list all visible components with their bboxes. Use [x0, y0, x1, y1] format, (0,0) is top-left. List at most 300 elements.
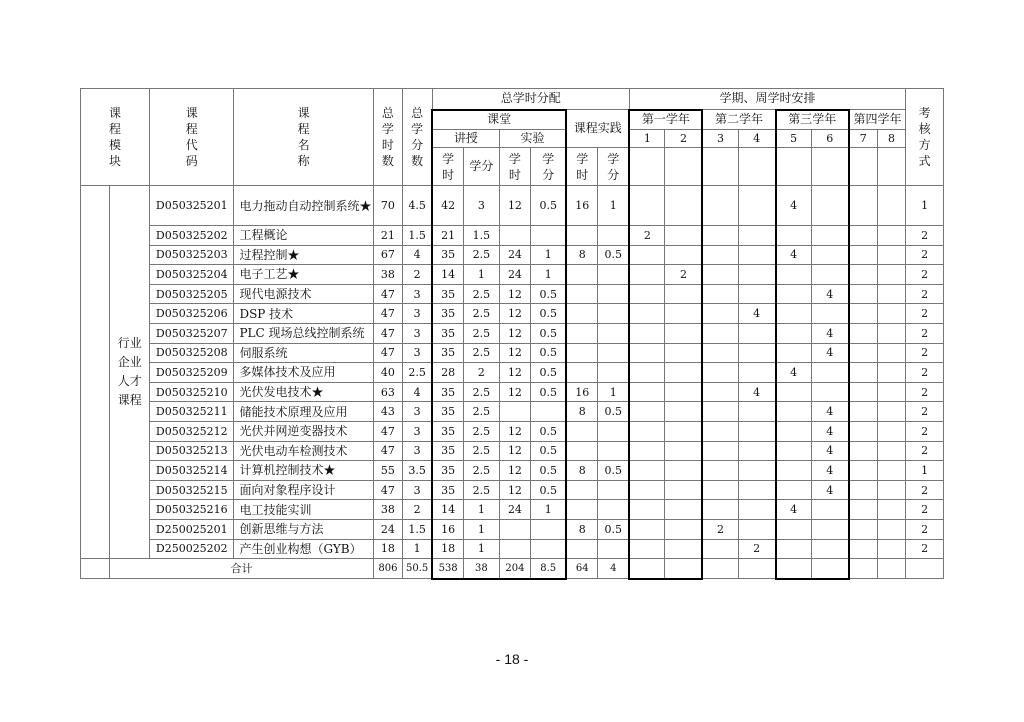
semester-8-hours — [877, 323, 905, 343]
total-hours: 24 — [373, 519, 402, 539]
lab-credits: 0.5 — [531, 284, 567, 304]
practice-credits: 0.5 — [598, 402, 630, 422]
lecture-hours: 35 — [432, 323, 464, 343]
semester-8-hours — [877, 461, 905, 481]
practice-hours — [566, 539, 598, 559]
semester-6-hours — [811, 245, 849, 265]
semester-8-hours — [877, 363, 905, 383]
lab-credits: 0.5 — [531, 421, 567, 441]
header-practice-hours: 学 时 — [566, 148, 598, 186]
semester-7-hours — [849, 402, 877, 422]
lecture-hours: 42 — [432, 186, 464, 226]
semester-3-hours — [702, 461, 738, 481]
total-hours: 47 — [373, 441, 402, 461]
header-lab-credits: 学 分 — [531, 148, 567, 186]
semester-6-hours: 4 — [811, 402, 849, 422]
lecture-credits: 1 — [464, 519, 500, 539]
total-hours: 55 — [373, 461, 402, 481]
exam-method: 2 — [906, 363, 944, 383]
semester-1-hours — [629, 245, 665, 265]
semester-7-hours — [849, 265, 877, 285]
semester-1-hours — [629, 363, 665, 383]
header-semester-1: 1 — [629, 130, 665, 148]
total-semester-3 — [702, 559, 738, 579]
semester-8-hours — [877, 519, 905, 539]
semester-2-hours: 2 — [665, 265, 703, 285]
practice-credits: 1 — [598, 382, 630, 402]
lecture-hours: 35 — [432, 461, 464, 481]
semester-5-hours — [776, 284, 812, 304]
semester-2-hours — [665, 480, 703, 500]
semester-5-hours — [776, 265, 812, 285]
semester-6-hours: 4 — [811, 421, 849, 441]
course-code: D050325203 — [150, 245, 234, 265]
semester-4-hours — [738, 363, 776, 383]
exam-method: 2 — [906, 519, 944, 539]
semester-6-hours: 4 — [811, 480, 849, 500]
semester-4-hours — [738, 226, 776, 246]
total-hours: 63 — [373, 382, 402, 402]
total-credits: 1.5 — [403, 226, 432, 246]
semester-1-hours — [629, 519, 665, 539]
semester-7-hours — [849, 539, 877, 559]
course-code: D050325201 — [150, 186, 234, 226]
course-name: 光伏电动车检测技术 — [234, 441, 373, 461]
header-lecture: 讲授 — [432, 130, 499, 148]
lecture-hours: 35 — [432, 284, 464, 304]
total-semester-1 — [629, 559, 665, 579]
lecture-credits: 2.5 — [464, 421, 500, 441]
semester-7-hours — [849, 421, 877, 441]
semester-3-hours — [702, 343, 738, 363]
practice-hours: 8 — [566, 402, 598, 422]
semester-3-hours — [702, 382, 738, 402]
course-name: 现代电源技术 — [234, 284, 373, 304]
lecture-hours: 35 — [432, 245, 464, 265]
total-credits: 3 — [403, 480, 432, 500]
semester-8-hours — [877, 539, 905, 559]
practice-hours: 8 — [566, 245, 598, 265]
exam-method: 2 — [906, 245, 944, 265]
lab-hours: 12 — [499, 323, 531, 343]
total-credits: 4 — [403, 382, 432, 402]
semester-1-hours — [629, 441, 665, 461]
semester-4-hours — [738, 441, 776, 461]
exam-method: 2 — [906, 323, 944, 343]
semester-6-hours — [811, 363, 849, 383]
exam-method: 2 — [906, 226, 944, 246]
total-credits: 2 — [403, 500, 432, 520]
practice-credits — [598, 284, 630, 304]
semester-4-hours — [738, 245, 776, 265]
semester-3-hours — [702, 284, 738, 304]
semester-4-hours — [738, 265, 776, 285]
lab-credits — [531, 402, 567, 422]
lab-hours: 12 — [499, 421, 531, 441]
semester-2-hours — [665, 441, 703, 461]
semester-7-hours — [849, 500, 877, 520]
semester-5-hours — [776, 323, 812, 343]
exam-method: 2 — [906, 539, 944, 559]
exam-method: 2 — [906, 500, 944, 520]
table-row — [81, 382, 944, 402]
semester-3-hours — [702, 265, 738, 285]
header-code: 课 程 代 码 — [150, 89, 234, 186]
practice-credits — [598, 323, 630, 343]
lab-credits — [531, 226, 567, 246]
course-name: 电力拖动自动控制系统★ — [234, 186, 373, 226]
semester-2-hours — [665, 245, 703, 265]
table-row — [81, 539, 944, 559]
header-semester-8: 8 — [877, 130, 905, 148]
lab-hours: 12 — [499, 480, 531, 500]
lab-credits: 1 — [531, 265, 567, 285]
semester-3-hours — [702, 323, 738, 343]
header-semester-plan: 学期、周学时安排 — [629, 89, 905, 110]
practice-credits — [598, 441, 630, 461]
practice-credits — [598, 363, 630, 383]
lab-credits: 0.5 — [531, 363, 567, 383]
lab-hours: 24 — [499, 500, 531, 520]
lecture-hours: 14 — [432, 265, 464, 285]
practice-credits: 0.5 — [598, 245, 630, 265]
lab-hours — [499, 539, 531, 559]
course-table — [80, 88, 944, 580]
semester-1-hours — [629, 402, 665, 422]
semester-6-hours — [811, 382, 849, 402]
exam-method: 2 — [906, 382, 944, 402]
semester-5-hours: 4 — [776, 500, 812, 520]
total-semester-5 — [776, 559, 812, 579]
course-name: 光伏并网逆变器技术 — [234, 421, 373, 441]
total-hours: 47 — [373, 343, 402, 363]
semester-3-hours — [702, 226, 738, 246]
course-name: 计算机控制技术★ — [234, 461, 373, 481]
semester-4-hours — [738, 461, 776, 481]
semester-8-hours — [877, 226, 905, 246]
practice-hours — [566, 323, 598, 343]
lecture-credits: 2.5 — [464, 284, 500, 304]
total-lab-hours: 204 — [499, 559, 531, 579]
header-total-hours: 总 学 时 数 — [373, 89, 402, 186]
practice-credits — [598, 539, 630, 559]
practice-hours — [566, 363, 598, 383]
semester-8-hours — [877, 441, 905, 461]
semester-4-hours — [738, 421, 776, 441]
total-hours: 18 — [373, 539, 402, 559]
lecture-credits: 2.5 — [464, 461, 500, 481]
semester-3-hours — [702, 363, 738, 383]
course-code: D050325209 — [150, 363, 234, 383]
total-hours: 47 — [373, 323, 402, 343]
practice-credits — [598, 304, 630, 324]
semester-2-hours — [665, 284, 703, 304]
semester-2-hours — [665, 363, 703, 383]
course-name: PLC 现场总线控制系统 — [234, 323, 373, 343]
course-name: 创新思维与方法 — [234, 519, 373, 539]
semester-7-hours — [849, 323, 877, 343]
semester-2-hours — [665, 226, 703, 246]
table-row — [81, 245, 944, 265]
total-hours: 38 — [373, 500, 402, 520]
semester-8-hours — [877, 265, 905, 285]
lecture-credits: 2 — [464, 363, 500, 383]
course-code: D050325213 — [150, 441, 234, 461]
total-credits: 2.5 — [403, 363, 432, 383]
semester-6-hours — [811, 500, 849, 520]
semester-4-hours — [738, 500, 776, 520]
semester-7-hours — [849, 363, 877, 383]
semester-8-hours — [877, 186, 905, 226]
table-row — [81, 304, 944, 324]
total-hours: 43 — [373, 402, 402, 422]
header-lab: 实验 — [499, 130, 566, 148]
total-credits: 3 — [403, 284, 432, 304]
lab-credits — [531, 539, 567, 559]
practice-hours — [566, 343, 598, 363]
practice-hours — [566, 265, 598, 285]
course-code: D050325216 — [150, 500, 234, 520]
semester-8-hours — [877, 304, 905, 324]
practice-credits — [598, 265, 630, 285]
practice-hours: 16 — [566, 186, 598, 226]
practice-credits — [598, 421, 630, 441]
table-row — [81, 284, 944, 304]
header-total-credits: 总 学 分 数 — [403, 89, 432, 186]
lecture-credits: 2.5 — [464, 480, 500, 500]
page-number: - 18 - — [495, 651, 529, 667]
header-year-1: 第一学年 — [629, 110, 702, 130]
semester-4-hours — [738, 323, 776, 343]
lab-hours: 12 — [499, 363, 531, 383]
course-name: 储能技术原理及应用 — [234, 402, 373, 422]
total-credits: 3 — [403, 343, 432, 363]
semester-4-hours — [738, 343, 776, 363]
semester-3-hours — [702, 441, 738, 461]
total-lab-credits: 8.5 — [531, 559, 567, 579]
semester-2-hours — [665, 304, 703, 324]
header-lecture-credits: 学分 — [464, 148, 500, 186]
lab-credits: 0.5 — [531, 382, 567, 402]
semester-4-hours — [738, 402, 776, 422]
semester-2-hours — [665, 461, 703, 481]
semester-2-hours — [665, 539, 703, 559]
practice-credits: 1 — [598, 186, 630, 226]
lab-hours: 12 — [499, 284, 531, 304]
lab-hours: 24 — [499, 245, 531, 265]
semester-5-hours: 4 — [776, 245, 812, 265]
table-row — [81, 441, 944, 461]
header-name: 课 程 名 称 — [234, 89, 373, 186]
semester-3-hours — [702, 186, 738, 226]
total-row — [81, 559, 944, 579]
semester-6-hours: 4 — [811, 284, 849, 304]
table-row — [81, 265, 944, 285]
semester-5-hours — [776, 480, 812, 500]
semester-2-hours — [665, 519, 703, 539]
lecture-hours: 21 — [432, 226, 464, 246]
total-credits: 3.5 — [403, 461, 432, 481]
exam-method: 2 — [906, 284, 944, 304]
course-name: 电工技能实训 — [234, 500, 373, 520]
header-semester-4: 4 — [738, 130, 776, 148]
semester-5-hours — [776, 441, 812, 461]
table-row — [81, 480, 944, 500]
semester-2-hours — [665, 343, 703, 363]
table-row — [81, 402, 944, 422]
header-practice: 课程实践 — [566, 110, 629, 148]
lab-credits: 0.5 — [531, 186, 567, 226]
lecture-hours: 35 — [432, 343, 464, 363]
header-module: 课 程 模 块 — [81, 89, 150, 186]
total-hours: 40 — [373, 363, 402, 383]
header-semester-6: 6 — [811, 130, 849, 148]
semester-6-hours — [811, 519, 849, 539]
total-credits: 1 — [403, 539, 432, 559]
practice-credits: 0.5 — [598, 519, 630, 539]
semester-7-hours — [849, 343, 877, 363]
practice-hours — [566, 480, 598, 500]
total-hours: 47 — [373, 480, 402, 500]
lecture-credits: 1 — [464, 265, 500, 285]
total-lecture-hours: 538 — [432, 559, 464, 579]
lecture-credits: 2.5 — [464, 323, 500, 343]
lecture-hours: 18 — [432, 539, 464, 559]
total-exam — [906, 559, 944, 579]
lecture-hours: 16 — [432, 519, 464, 539]
semester-5-hours: 4 — [776, 363, 812, 383]
lab-hours: 12 — [499, 461, 531, 481]
semester-8-hours — [877, 382, 905, 402]
course-code: D050325205 — [150, 284, 234, 304]
lab-hours: 12 — [499, 304, 531, 324]
semester-7-hours — [849, 226, 877, 246]
semester-1-hours — [629, 265, 665, 285]
header-hours-distribution: 总学时分配 — [432, 89, 629, 110]
semester-2-hours — [665, 382, 703, 402]
semester-4-hours: 4 — [738, 382, 776, 402]
lab-credits: 1 — [531, 500, 567, 520]
semester-5-hours — [776, 539, 812, 559]
course-code: D050325207 — [150, 323, 234, 343]
semester-8-hours — [877, 245, 905, 265]
semester-1-hours — [629, 304, 665, 324]
total-hours: 47 — [373, 284, 402, 304]
total-semester-4 — [738, 559, 776, 579]
lab-hours: 12 — [499, 441, 531, 461]
semester-4-hours — [738, 519, 776, 539]
course-code: D250025202 — [150, 539, 234, 559]
semester-5-hours — [776, 461, 812, 481]
semester-1-hours — [629, 284, 665, 304]
course-name: DSP 技术 — [234, 304, 373, 324]
semester-1-hours — [629, 500, 665, 520]
total-hours: 67 — [373, 245, 402, 265]
semester-3-hours — [702, 480, 738, 500]
lab-credits: 0.5 — [531, 461, 567, 481]
lab-hours: 12 — [499, 186, 531, 226]
lab-credits: 0.5 — [531, 323, 567, 343]
practice-hours — [566, 284, 598, 304]
semester-1-hours — [629, 186, 665, 226]
total-credits: 3 — [403, 402, 432, 422]
semester-1-hours — [629, 343, 665, 363]
semester-4-hours — [738, 284, 776, 304]
lecture-credits: 3 — [464, 186, 500, 226]
course-name: 光伏发电技术★ — [234, 382, 373, 402]
semester-7-hours — [849, 461, 877, 481]
exam-method: 1 — [906, 461, 944, 481]
semester-6-hours — [811, 304, 849, 324]
lecture-credits: 2.5 — [464, 382, 500, 402]
lecture-credits: 2.5 — [464, 304, 500, 324]
total-semester-6 — [811, 559, 849, 579]
total-semester-7 — [849, 559, 877, 579]
total-credits: 3 — [403, 421, 432, 441]
semester-3-hours — [702, 539, 738, 559]
exam-method: 2 — [906, 402, 944, 422]
lecture-credits: 2.5 — [464, 402, 500, 422]
lab-credits: 1 — [531, 245, 567, 265]
semester-2-hours — [665, 186, 703, 226]
semester-3-hours — [702, 500, 738, 520]
lecture-credits: 2.5 — [464, 343, 500, 363]
practice-credits — [598, 480, 630, 500]
practice-credits — [598, 226, 630, 246]
semester-5-hours — [776, 226, 812, 246]
total-hours: 70 — [373, 186, 402, 226]
semester-7-hours — [849, 186, 877, 226]
lab-hours: 12 — [499, 382, 531, 402]
semester-6-hours: 4 — [811, 323, 849, 343]
practice-hours — [566, 304, 598, 324]
course-code: D050325214 — [150, 461, 234, 481]
table-row — [81, 226, 944, 246]
table-row — [81, 363, 944, 383]
semester-6-hours: 4 — [811, 343, 849, 363]
practice-hours — [566, 441, 598, 461]
lecture-credits: 2.5 — [464, 245, 500, 265]
table-row — [81, 323, 944, 343]
lecture-credits: 1 — [464, 539, 500, 559]
semester-6-hours — [811, 226, 849, 246]
semester-5-hours — [776, 343, 812, 363]
semester-6-hours — [811, 539, 849, 559]
semester-3-hours — [702, 245, 738, 265]
table-row — [81, 500, 944, 520]
header-lecture-hours: 学 时 — [432, 148, 464, 186]
semester-8-hours — [877, 402, 905, 422]
semester-4-hours — [738, 186, 776, 226]
semester-7-hours — [849, 382, 877, 402]
practice-hours — [566, 500, 598, 520]
course-code: D050325211 — [150, 402, 234, 422]
total-credits-sum: 50.5 — [403, 559, 432, 579]
practice-hours — [566, 421, 598, 441]
module-label: 行业 企业 人才 课程 — [110, 186, 150, 559]
table-row — [81, 421, 944, 441]
course-name: 工程概论 — [234, 226, 373, 246]
total-hours-sum: 806 — [373, 559, 402, 579]
lecture-credits: 1 — [464, 500, 500, 520]
module-spacer — [81, 186, 110, 559]
header-semester-3: 3 — [702, 130, 738, 148]
semester-1-hours — [629, 461, 665, 481]
course-code: D050325204 — [150, 265, 234, 285]
semester-5-hours — [776, 304, 812, 324]
semester-6-hours — [811, 265, 849, 285]
semester-4-hours: 2 — [738, 539, 776, 559]
